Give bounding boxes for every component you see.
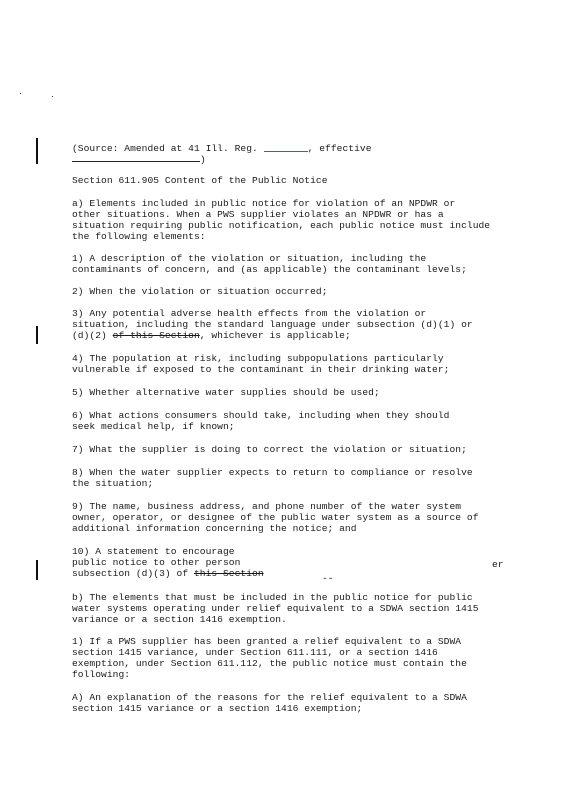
source-note-effective: , effective xyxy=(307,143,372,154)
item-5-line: 5) Whether alternative water supplies should be used; xyxy=(72,387,380,398)
para-a-line: other situations. When a PWS supplier violates an NPDWR or has a xyxy=(72,209,444,220)
item-3-ref: (d)(2) xyxy=(72,330,113,341)
para-b-line: b) The elements that must be included in the public notice for public xyxy=(72,592,473,603)
item-4-line: 4) The population at risk, including subpopulations particularly xyxy=(72,353,444,364)
b-item-1-line: following: xyxy=(72,669,131,680)
item-3-tail: , whichever is applicable; xyxy=(199,330,351,341)
item-8-line: 8) When the water supplier expects to return to compliance or resolve xyxy=(72,467,473,478)
para-a-line: the following elements: xyxy=(72,231,206,242)
item-4-line: vulnerable if exposed to the contaminant in their drinking water; xyxy=(72,364,450,375)
source-note-close: ) xyxy=(200,154,206,165)
effective-date-blank xyxy=(72,153,200,162)
para-a-line: situation requiring public notification, each public notice must include xyxy=(72,220,491,231)
item-3-line: situation, including the standard language under subsection (d)(1) or xyxy=(72,319,473,330)
para-a-line: a) Elements included in public notice for violation of an NPDWR or xyxy=(72,198,456,209)
item-10-struck-text: this Section xyxy=(193,568,264,579)
scan-speck xyxy=(52,96,53,97)
revision-bar xyxy=(36,138,38,164)
item-10-line-tail: er xyxy=(492,559,504,570)
item-10-line: public notice to other person xyxy=(72,557,241,568)
item-10-line xyxy=(72,568,264,579)
item-3-struck-text: of this Section xyxy=(112,330,200,341)
b-item-1-line: exemption, under Section 611.112, the public notice must contain the xyxy=(72,658,467,669)
item-1-line: contaminants of concern, and (as applicable) the contaminant levels; xyxy=(72,264,467,275)
item-3-line: 3) Any potential adverse health effects from the violation or xyxy=(72,308,427,319)
item-6-line: seek medical help, if known; xyxy=(72,421,235,432)
amendment-blank xyxy=(264,143,308,152)
item-10-line: 10) A statement to encourage xyxy=(72,546,235,557)
item-2-line: 2) When the violation or situation occurred; xyxy=(72,286,328,297)
scan-speck xyxy=(20,93,21,94)
revision-bar xyxy=(36,560,38,580)
item-10-ref: subsection (d)(3) of xyxy=(72,568,194,579)
item-7-line: 7) What the supplier is doing to correct the violation or situation; xyxy=(72,444,467,455)
item-1-line: 1) A description of the violation or situation, including the xyxy=(72,253,427,264)
b-item-1-line: 1) If a PWS supplier has been granted a relief equivalent to a SDWA xyxy=(72,636,462,647)
source-note-line2 xyxy=(72,153,206,165)
b-item-1-line: section 1415 variance, under Section 611.111, or a section 1416 xyxy=(72,647,438,658)
para-b-line: water systems operating under relief equivalent to a SDWA section 1415 xyxy=(72,603,479,614)
item-9-line: additional information concerning the notice; and xyxy=(72,523,357,534)
item-9-line: 9) The name, business address, and phone number of the water system xyxy=(72,501,462,512)
revision-bar xyxy=(36,326,38,344)
para-b-line: variance or a section 1416 exemption. xyxy=(72,614,287,625)
item-6-line: 6) What actions consumers should take, including when they should xyxy=(72,410,450,421)
source-note-prefix: (Source: Amended at 41 Ill. Reg. xyxy=(72,143,264,154)
b-item-a-line: section 1415 variance or a section 1416 exemption; xyxy=(72,703,363,714)
item-9-line: owner, operator, or designee of the public water system as a source of xyxy=(72,512,479,523)
item-3-line xyxy=(72,330,351,341)
b-item-a-line: A) An explanation of the reasons for the relief equivalent to a SDWA xyxy=(72,692,467,703)
item-8-line: the situation; xyxy=(72,478,154,489)
section-heading: Section 611.905 Content of the Public Notice xyxy=(72,175,328,186)
item-10-dash: -- xyxy=(322,573,334,584)
